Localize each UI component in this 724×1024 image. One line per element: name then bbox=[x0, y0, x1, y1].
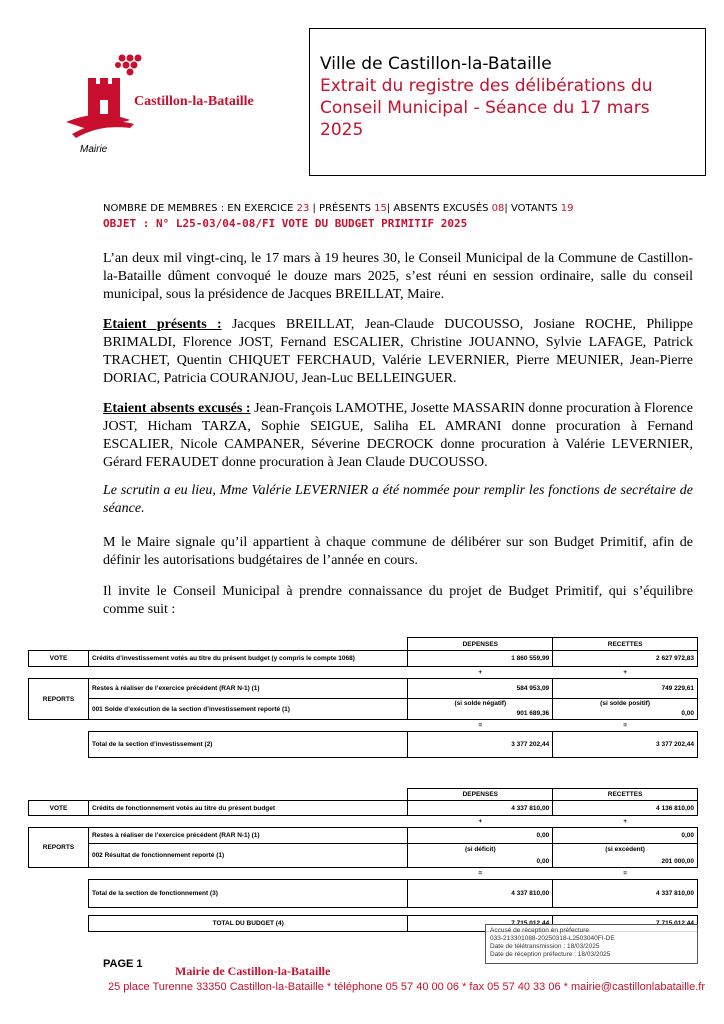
operating-budget-table bbox=[28, 788, 698, 932]
table-row bbox=[29, 828, 698, 844]
logo-town-name: Castillon-la-Bataille bbox=[134, 94, 254, 109]
absents-label: Etaient absents excusés : bbox=[103, 401, 251, 416]
fonc-resultat-description: 002 Résultat de fonctionnement reporté (1) bbox=[88, 844, 407, 868]
fonc-resultat-depenses: 0,00 bbox=[408, 856, 553, 868]
absents-list: Jean-François LAMOTHE, Josette MASSARIN donne procuration à Florence JOST, Hicham TARZA, Sophie SEIGUE, Saliha EL AMRANI donne procuration à Fernand ESCALIER, Nicole CAMPANER, Séverine DECROCK donne procuration à Valérie LEVERNIER, Gérard FERAUDET donne procuration à Jean Claude DUCOUSSO. bbox=[103, 401, 693, 470]
maire-paragraph: M le Maire signale qu’il appartient à chaque commune de délibérer sur son Budget Primitif, afin de définir les autorisations budgétaires de l’année en cours. bbox=[103, 535, 693, 568]
fonc-vote-label: VOTE bbox=[29, 801, 89, 816]
fonc-equals-sign: = bbox=[478, 870, 483, 877]
inv-plus-sign: + bbox=[623, 669, 627, 676]
scrutin-paragraph: Le scrutin a eu lieu, Mme Valérie LEVERNIER a été nommée pour remplir les fonctions de secrétaire de séance. bbox=[103, 483, 693, 516]
stamp-line-2: 033-213301088-20250318-L2503040FI-DE bbox=[490, 935, 615, 942]
fonc-header-recettes: RECETTES bbox=[553, 789, 698, 801]
page-number: PAGE 1 bbox=[103, 958, 143, 970]
inv-plus-sign: + bbox=[478, 669, 483, 676]
table-row bbox=[29, 679, 698, 699]
investment-budget-table bbox=[28, 637, 698, 758]
inv-vote-depenses: 1 860 559,99 bbox=[408, 651, 553, 667]
inv-header-depenses: DEPENSES bbox=[408, 638, 553, 651]
fonc-vote-description: Crédits de fonctionnement votés au titre du présent budget bbox=[88, 801, 407, 816]
table-row bbox=[29, 732, 698, 758]
fonc-equals-sign: = bbox=[623, 870, 627, 877]
town-title: Ville de Castillon-la-Bataille bbox=[320, 54, 552, 74]
counts-label-absents: | ABSENTS EXCUSÉS bbox=[386, 203, 492, 214]
fonc-rar-recettes: 0,00 bbox=[553, 828, 698, 844]
fonc-rar-depenses: 0,00 bbox=[408, 828, 553, 844]
inv-equals-sign: = bbox=[623, 722, 627, 729]
fonc-total-recettes: 4 337 810,00 bbox=[553, 880, 698, 908]
fonc-header-depenses: DEPENSES bbox=[408, 789, 553, 801]
absents-paragraph bbox=[103, 400, 693, 472]
inv-reports-label: REPORTS bbox=[29, 679, 89, 720]
fonc-vote-recettes: 4 136 810,00 bbox=[553, 801, 698, 816]
intro-paragraph: L’an deux mil vingt-cinq, le 17 mars à 19 heures 30, le Conseil Municipal de la Commune de Castillon-la-Bataille dûment convoqué le douze mars 2025, s’est réuni en session ordinaire, salle du conseil municipal, sous la présidence de Jacques BREILLAT, Maire. bbox=[103, 251, 693, 302]
inv-rar-description: Restes à réaliser de l’exercice précédent (RAR N-1) (1) bbox=[88, 679, 407, 699]
fonc-deficit-note: (si déficit) bbox=[408, 844, 553, 856]
inv-vote-label: VOTE bbox=[29, 651, 89, 667]
footer-town-hall: Mairie de Castillon-la-Bataille bbox=[175, 964, 331, 978]
count-exercice: 23 bbox=[296, 203, 310, 214]
counts-label-presents: | PRÉSENTS bbox=[309, 203, 375, 214]
stamp-line-4: Date de réception préfecture : 18/03/2025 bbox=[490, 951, 611, 958]
logo-mairie-label: Mairie bbox=[80, 144, 108, 155]
deliberation-header bbox=[309, 28, 706, 176]
fonc-total-depenses: 4 337 810,00 bbox=[408, 880, 553, 908]
table-row bbox=[29, 880, 698, 908]
footer-contact: 25 place Turenne 33350 Castillon-la-Bataille * téléphone 05 57 40 00 06 * fax 05 57 40 33 06 * mairie@castillonlabataille.fr bbox=[108, 981, 706, 993]
town-logo bbox=[60, 50, 300, 160]
inv-total-recettes: 3 377 202,44 bbox=[553, 732, 698, 758]
register-title: Extrait du registre des délibérations du Conseil Municipal - Séance du 17 mars 2025 bbox=[320, 76, 653, 140]
presents-label: Etaient présents : bbox=[103, 317, 222, 332]
inv-rar-depenses: 584 953,09 bbox=[408, 679, 553, 699]
inv-rar-recettes: 749 229,61 bbox=[553, 679, 698, 699]
inv-solde-depenses: 901 689,36 bbox=[408, 709, 553, 720]
stamp-line-1: Accusé de réception en préfecture bbox=[490, 927, 590, 934]
count-presents: 15 bbox=[374, 203, 387, 214]
fonc-excedent-note: (si excédent) bbox=[553, 844, 698, 856]
deliberation-object: OBJET : N° L25-03/04-08/FI VOTE DU BUDGET PRIMITIF 2025 bbox=[103, 217, 468, 230]
inv-total-depenses: 3 377 202,44 bbox=[408, 732, 553, 758]
inv-equals-sign: = bbox=[478, 722, 483, 729]
presents-paragraph bbox=[103, 316, 693, 388]
fonc-rar-description: Restes à réaliser de l’exercice précédent (RAR N-1) (1) bbox=[88, 828, 407, 844]
invite-paragraph: Il invite le Conseil Municipal à prendre connaissance du projet de Budget Primitif, qui s’équilibre comme suit : bbox=[103, 584, 693, 617]
fonc-reports-label: REPORTS bbox=[29, 828, 89, 868]
inv-solde-negatif-note: (si solde négatif) bbox=[408, 699, 553, 709]
inv-solde-recettes: 0,00 bbox=[553, 709, 698, 720]
count-votants: 19 bbox=[560, 203, 574, 214]
presents-list: Jacques BREILLAT, Jean-Claude DUCOUSSO, Josiane ROCHE, Philippe BRIMALDI, Florence JOST, Fernand ESCALIER, Christine JOUANNO, Sylvie LAFAGE, Patrick TRACHET, Quentin CHIQUET FERCHAUD, Valérie LEVERNIER, Pierre MEUNIER, Jean-Pierre DORIAC, Patricia COURANJOU, Jean-Luc BELLEINGUER. bbox=[103, 317, 693, 386]
prefecture-receipt-stamp bbox=[485, 924, 698, 964]
inv-vote-description: Crédits d’investissement votés au titre du présent budget (y compris le compte 1068) bbox=[88, 651, 407, 667]
counts-label-exercice: NOMBRE DE MEMBRES : EN EXERCICE bbox=[103, 203, 297, 214]
inv-total-description: Total de la section d’investissement (2) bbox=[88, 732, 407, 758]
budget-total-description: TOTAL DU BUDGET (4) bbox=[88, 916, 407, 932]
stamp-line-3: Date de télétransmission : 18/03/2025 bbox=[490, 943, 600, 950]
fonc-resultat-recettes: 201 000,00 bbox=[553, 856, 698, 868]
fonc-plus-sign: + bbox=[623, 818, 627, 825]
counts-label-votants: | VOTANTS bbox=[504, 203, 561, 214]
count-absents: 08 bbox=[491, 203, 505, 214]
table-row bbox=[29, 801, 698, 816]
inv-solde-description: 001 Solde d’exécution de la section d’investissement reporté (1) bbox=[88, 699, 407, 720]
fonc-vote-depenses: 4 337 810,00 bbox=[408, 801, 553, 816]
fonc-plus-sign: + bbox=[478, 818, 483, 825]
table-row bbox=[29, 651, 698, 667]
inv-header-recettes: RECETTES bbox=[553, 638, 698, 651]
fonc-total-description: Total de la section de fonctionnement (3) bbox=[88, 880, 407, 908]
inv-vote-recettes: 2 627 972,83 bbox=[553, 651, 698, 667]
inv-solde-positif-note: (si solde positif) bbox=[553, 699, 698, 709]
member-counts bbox=[103, 203, 574, 214]
